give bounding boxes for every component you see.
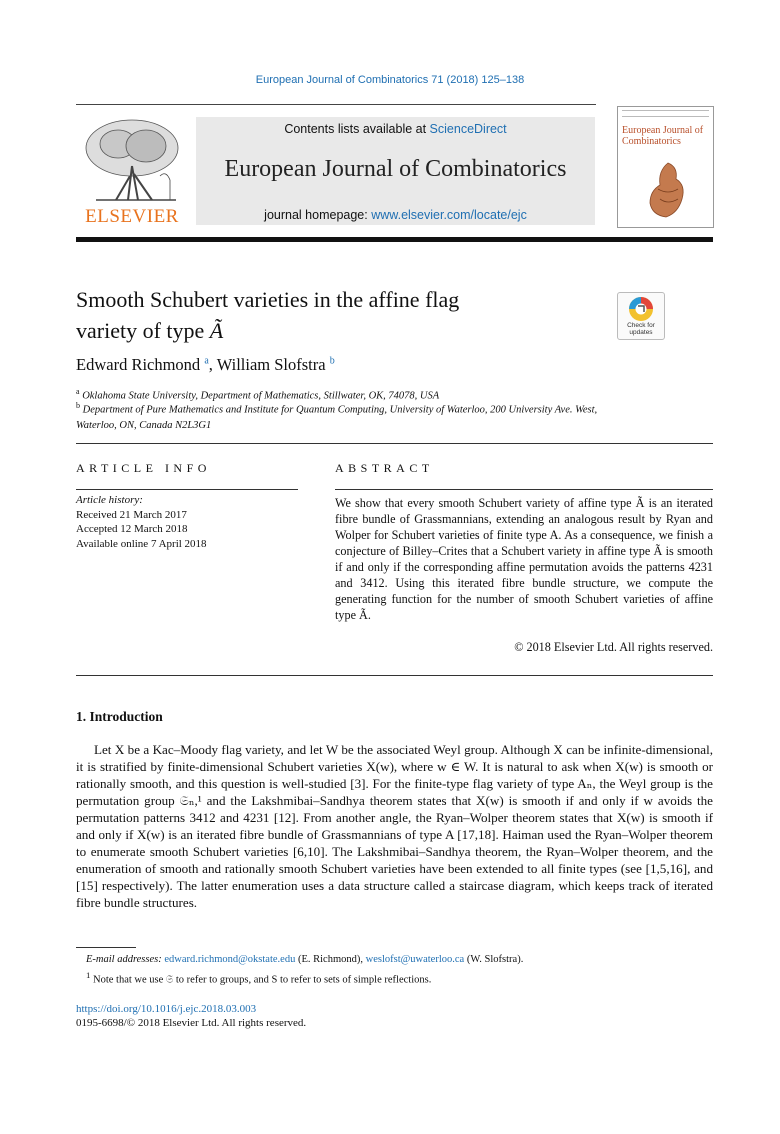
elsevier-logo[interactable] bbox=[76, 116, 188, 228]
article-history bbox=[76, 493, 207, 551]
footnote-rule bbox=[76, 947, 136, 948]
online-date: Available online 7 April 2018 bbox=[76, 537, 207, 550]
journal-cover[interactable] bbox=[617, 106, 714, 228]
abstract-copyright: © 2018 Elsevier Ltd. All rights reserved. bbox=[514, 640, 713, 654]
section-rule-2 bbox=[76, 675, 713, 676]
author-list: Edward Richmond $^a$, William Slofstra $^b$ bbox=[76, 355, 335, 374]
received-date: Received 21 March 2017 bbox=[76, 508, 187, 521]
introduction-text: Let X be a Kac–Moody flag variety, and let W be the associated Weyl group. Although X can be infinite-dimensional, it is stratified by finite-dimensional Schubert varieties X(w), where w ∈ W. It is natural to ask when X(w) is smooth or rationally smooth, and this question is well-studied [3]. For the finite-type flag variety of type Aₙ, the Weyl group is the permutation group 𝔖ₙ,¹ and the Lakshmibai–Sandhya theorem states that X(w) is smooth if and only if w avoids the permutation patterns 3412 and 4231 [12]. From another angle, the Ryan–Wolper theorem states that X(w) is smooth if and only if X(w) is an iterated fibre bundle of Grassmannians of type A [17,18]. Haiman used the Ryan–Wolper theorem to enumerate smooth Schubert varieties [6,10]. The Lakshmibai–Sandhya theorem, the Ryan–Wolper theorem, and the enumeration of smooth and rationally smooth Schubert varieties have been extended to all finite types (see [1,5,16], and [15] respectively). The latter enumeration uses a data structure called a staircase diagram, which keeps track of iterated fibre bundle structures. bbox=[76, 742, 713, 910]
updates-label: Check for updates bbox=[627, 322, 655, 336]
journal-citation[interactable]: European Journal of Combinatorics 71 (2018) 125–138 bbox=[255, 74, 525, 86]
affiliation-b: $^b$ Department of Pure Mathematics and Institute for Quantum Computing, University of Waterloo, 200 University Ave. West, Waterloo, ON, Canada N2L3G1 bbox=[76, 401, 598, 431]
homepage-line: journal homepage: www.elsevier.com/locate/ejc bbox=[264, 208, 527, 222]
check-for-updates-badge[interactable] bbox=[617, 292, 665, 340]
journal-title: European Journal of Combinatorics bbox=[224, 156, 567, 182]
updates-icon bbox=[628, 296, 654, 322]
article-title: Smooth Schubert varieties in the affine flag variety of type Ã bbox=[76, 287, 460, 343]
abstract-rule bbox=[335, 489, 713, 490]
header-thick-rule bbox=[76, 237, 713, 242]
email-richmond-link[interactable]: edward.richmond@okstate.edu bbox=[164, 954, 296, 965]
accepted-date: Accepted 12 March 2018 bbox=[76, 523, 188, 535]
author-richmond: Edward Richmond bbox=[76, 355, 201, 374]
homepage-link[interactable]: www.elsevier.com/locate/ejc bbox=[371, 208, 527, 222]
abstract-text: We show that every smooth Schubert variety of affine type Ã is an iterated fibre bundle of Grassmannians, extending an analogous result by Ryan and Wolper for Schubert varieties of finite type A. As a consequence, we finish a conjecture of Billey–Crites that a Schubert variety in affine type Ã is smooth if and only if the corresponding affine permutation avoids the patterns 4231 and 3412. Using this iterated fibre bundle structure, we compute the generating function for the number of smooth Schubert varieties of affine type Ã. bbox=[335, 496, 713, 622]
abstract-heading: ABSTRACT bbox=[335, 461, 434, 475]
article-info-rule bbox=[76, 489, 298, 490]
footnote-emails: E-mail addresses: edward.richmond@okstate.edu (E. Richmond), weslofst@uwaterloo.ca (W. Slofstra). bbox=[86, 954, 524, 965]
issn-line: 0195-6698/© 2018 Elsevier Ltd. All rights reserved. bbox=[76, 1017, 307, 1029]
section-rule bbox=[76, 443, 713, 444]
cover-strip bbox=[622, 110, 709, 117]
footnote-1: $^1$ Note that we use 𝔖 to refer to groups, and S to refer to sets of simple reflections. bbox=[86, 970, 432, 986]
affil-mark-b[interactable]: b bbox=[329, 355, 335, 367]
tree-icon bbox=[76, 116, 188, 206]
article-info-heading: ARTICLE INFO bbox=[76, 461, 211, 475]
affiliation-a: $^a$ Oklahoma State University, Department of Mathematics, Stillwater, OK, 74078, USA bbox=[76, 387, 440, 402]
introduction-heading: 1. Introduction bbox=[76, 709, 163, 724]
contents-line: Contents lists available at ScienceDirect bbox=[284, 122, 507, 136]
doi-link[interactable]: https://doi.org/10.1016/j.ejc.2018.03.003 bbox=[76, 1003, 257, 1015]
cover-illustration-icon bbox=[646, 159, 690, 221]
history-label: Article history: bbox=[76, 494, 143, 506]
header-rule bbox=[76, 104, 596, 105]
email-slofstra-link[interactable]: weslofst@uwaterloo.ca bbox=[365, 954, 465, 965]
footnote-1-mark: 1 bbox=[86, 970, 91, 980]
cover-title: European Journal of Combinatorics bbox=[622, 125, 704, 147]
author-slofstra: William Slofstra bbox=[216, 355, 326, 374]
elsevier-wordmark: ELSEVIER bbox=[85, 206, 179, 227]
affil-mark-a[interactable]: a bbox=[204, 355, 209, 367]
sciencedirect-link[interactable]: ScienceDirect bbox=[429, 122, 507, 136]
